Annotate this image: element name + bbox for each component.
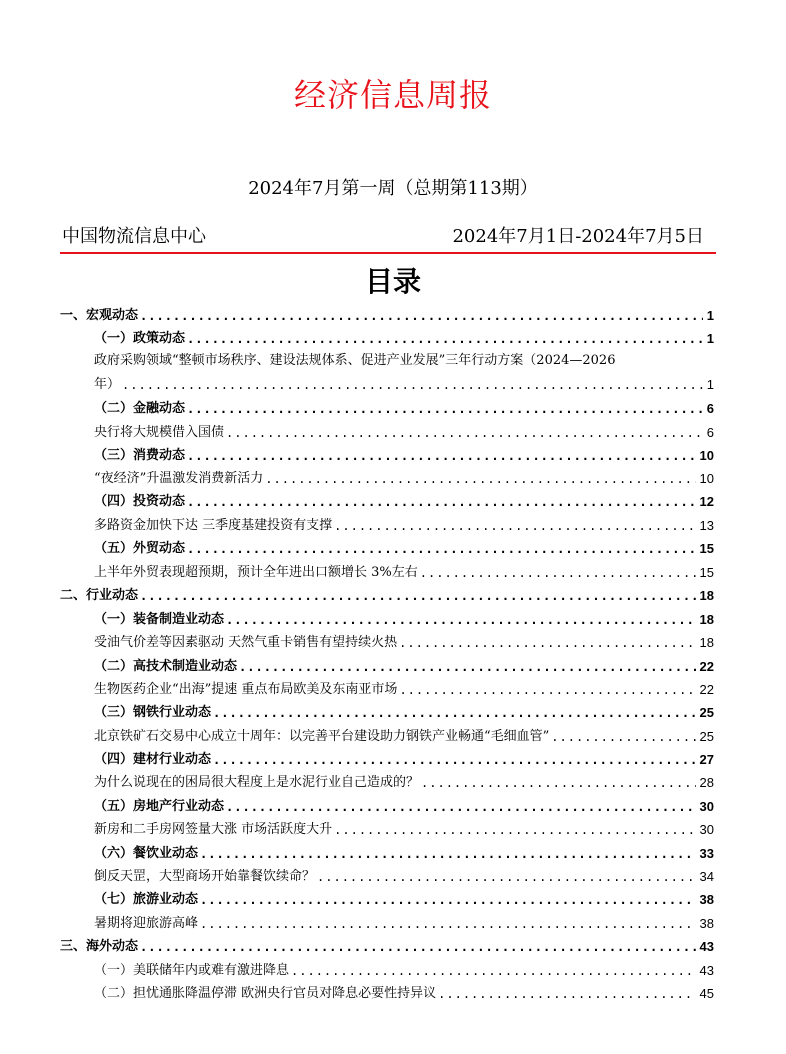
toc-leader-dots — [399, 634, 695, 652]
toc-subsection-entry[interactable] — [94, 889, 714, 909]
toc-entry-title: （四）投资动态 — [94, 494, 186, 509]
toc-page-number: 33 — [699, 846, 714, 861]
toc-entry-title: 一、宏观动态 — [60, 308, 139, 323]
toc-page-number: 18 — [699, 635, 714, 650]
toc-entry-title: （二）担忧通胀降温停滞 欧洲央行官员对降息必要性持异议 — [94, 986, 437, 1001]
toc-entry-title: （六）餐饮业动态 — [94, 846, 199, 861]
toc-section-entry[interactable] — [60, 585, 714, 605]
toc-article-entry[interactable] — [94, 983, 714, 1003]
toc-entry-title: 三、海外动态 — [60, 939, 139, 954]
toc-leader-dots — [317, 868, 696, 886]
toc-leader-dots — [551, 728, 695, 746]
toc-subsection-entry[interactable] — [94, 796, 714, 816]
toc-page-number: 6 — [706, 401, 714, 416]
toc-page-number: 6 — [706, 425, 714, 440]
toc-article-entry[interactable] — [94, 515, 714, 535]
toc-article-entry[interactable] — [94, 819, 714, 839]
toc-entry-title: （七）旅游业动态 — [94, 892, 199, 907]
toc-leader-dots — [187, 400, 703, 418]
toc-page-number: 27 — [699, 752, 714, 767]
toc-article-entry[interactable] — [94, 772, 714, 792]
toc-page-number: 13 — [699, 518, 714, 533]
toc-page-number: 25 — [699, 729, 714, 744]
toc-entry-title: 新房和二手房网签量大涨 市场活跃度大升 — [94, 822, 333, 837]
toc-leader-dots — [187, 447, 696, 465]
toc-article-entry[interactable] — [94, 422, 714, 442]
toc-page-number: 22 — [699, 682, 714, 697]
toc-entry-title: （四）建材行业动态 — [94, 752, 212, 767]
toc-leader-dots — [265, 470, 695, 488]
toc-entry-title: 北京铁矿石交易中心成立十周年：以完善平台建设助力钢铁产业畅通“毛细血管” — [94, 729, 550, 744]
toc-page-number: 45 — [699, 986, 714, 1001]
toc-page-number: 1 — [706, 377, 714, 392]
toc-article-entry[interactable] — [94, 679, 714, 699]
toc-page-number: 43 — [699, 963, 714, 978]
toc-leader-dots — [200, 915, 696, 933]
toc-entry-title: （五）房地产行业动态 — [94, 799, 225, 814]
toc-entry-title: （三）消费动态 — [94, 448, 186, 463]
issue-line: 2024年7月第一周（总期第113期） — [248, 178, 538, 199]
toc-subsection-entry[interactable] — [94, 491, 714, 511]
toc-leader-dots — [213, 751, 696, 769]
toc-subsection-entry[interactable] — [94, 538, 714, 558]
toc-leader-dots — [226, 424, 703, 442]
toc-entry-title-line2: 年） — [94, 377, 121, 392]
toc-entry-title: （五）外贸动态 — [94, 541, 186, 556]
toc-page-number: 38 — [699, 916, 714, 931]
toc-entry-title: 多路资金加快下达 三季度基建投资有支撑 — [94, 518, 333, 533]
toc-page-number: 15 — [699, 541, 714, 556]
publisher-name: 中国物流信息中心 — [62, 226, 206, 247]
toc-entry-title: 受油气价差等因素驱动 天然气重卡销售有望持续火热 — [94, 635, 398, 650]
masthead-title: 经济信息周报 — [293, 76, 492, 114]
toc-article-entry[interactable] — [94, 913, 714, 933]
toc-page-number: 10 — [699, 471, 714, 486]
toc-subsection-entry[interactable] — [94, 328, 714, 348]
toc-leader-dots — [122, 376, 703, 394]
toc-subsection-entry[interactable] — [94, 445, 714, 465]
toc-article-entry[interactable] — [94, 866, 714, 886]
toc-page-number: 22 — [699, 659, 714, 674]
toc-subsection-entry[interactable] — [94, 609, 714, 629]
toc-entry-title: 央行将大规模借入国债 — [94, 425, 225, 440]
toc-page-number: 10 — [699, 448, 714, 463]
toc-page-number: 1 — [706, 331, 714, 346]
toc-leader-dots — [334, 821, 695, 839]
toc-subsection-entry[interactable] — [94, 702, 714, 722]
toc-page-number: 18 — [699, 588, 714, 603]
toc-entry-title: 生物医药企业“出海”提速 重点布局欧美及东南亚市场 — [94, 682, 398, 697]
toc-leader-dots — [187, 540, 696, 558]
toc-leader-dots — [420, 564, 696, 582]
toc-leader-dots — [187, 493, 696, 511]
toc-title: 目录 — [364, 265, 421, 298]
toc-entry-title: （一）政策动态 — [94, 331, 186, 346]
toc-entry-title: 倒反天罡，大型商场开始靠餐饮续命？ — [94, 869, 316, 884]
toc-entry-title: 上半年外贸表现超预期，预计全年进出口额增长 3%左右 — [94, 565, 418, 580]
toc-subsection-entry[interactable] — [94, 843, 714, 863]
toc-leader-dots — [291, 962, 696, 980]
toc-page-number: 30 — [699, 822, 714, 837]
toc-leader-dots — [226, 798, 696, 816]
toc-page-number: 12 — [699, 494, 714, 509]
toc-leader-dots — [239, 658, 696, 676]
toc-page-number: 34 — [699, 869, 714, 884]
date-range: 2024年7月1日-2024年7月5日 — [452, 226, 704, 247]
toc-leader-dots — [438, 985, 695, 1003]
toc-page-number: 28 — [699, 775, 714, 790]
toc-leader-dots — [187, 330, 703, 348]
toc-page-number: 25 — [699, 705, 714, 720]
toc-leader-dots — [399, 681, 695, 699]
toc-entry-title: 二、行业动态 — [60, 588, 139, 603]
toc-subsection-entry[interactable] — [94, 749, 714, 769]
toc-subsection-entry[interactable] — [94, 656, 714, 676]
toc-entry-title: （一）装备制造业动态 — [94, 612, 225, 627]
toc-entry-title: （三）钢铁行业动态 — [94, 705, 212, 720]
toc-page-number: 15 — [699, 565, 714, 580]
toc-page-number: 1 — [706, 308, 714, 323]
toc-leader-dots — [140, 307, 703, 325]
toc-article-entry[interactable] — [94, 632, 714, 652]
toc-article-entry[interactable] — [94, 960, 714, 980]
toc-leader-dots — [334, 517, 695, 535]
toc-entry-title: （二）金融动态 — [94, 401, 186, 416]
toc-leader-dots — [200, 845, 696, 863]
toc-entry-title-line1[interactable]: 政府采购领域“整顿市场秩序、建设法规体系、促进产业发展”三年行动方案（2024—2026 — [94, 353, 616, 368]
toc-article-entry[interactable] — [94, 468, 714, 488]
toc-page-number: 38 — [699, 892, 714, 907]
toc-page-number: 43 — [699, 939, 714, 954]
toc-leader-dots — [200, 891, 696, 909]
toc-leader-dots — [140, 938, 696, 956]
toc-subsection-entry[interactable] — [94, 398, 714, 418]
toc-article-entry[interactable] — [94, 726, 714, 746]
toc-page-number: 18 — [699, 612, 714, 627]
toc-entry-title: 为什么说现在的困局很大程度上是水泥行业自己造成的？ — [94, 775, 420, 790]
toc-entry-title: 暑期将迎旅游高峰 — [94, 916, 199, 931]
toc-leader-dots — [226, 611, 696, 629]
toc-page-number: 30 — [699, 799, 714, 814]
toc-section-entry[interactable] — [60, 305, 714, 325]
toc-leader-dots — [140, 587, 696, 605]
toc-leader-dots — [213, 704, 696, 722]
toc-entry-title: （一）美联储年内或难有激进降息 — [94, 963, 290, 978]
toc-section-entry[interactable] — [60, 936, 714, 956]
toc-article-entry[interactable] — [94, 374, 714, 394]
toc-entry-title: “夜经济”升温激发消费新活力 — [94, 471, 264, 486]
toc-article-entry[interactable] — [94, 562, 714, 582]
toc-leader-dots — [421, 774, 696, 792]
toc-entry-title: （二）高技术制造业动态 — [94, 659, 238, 674]
